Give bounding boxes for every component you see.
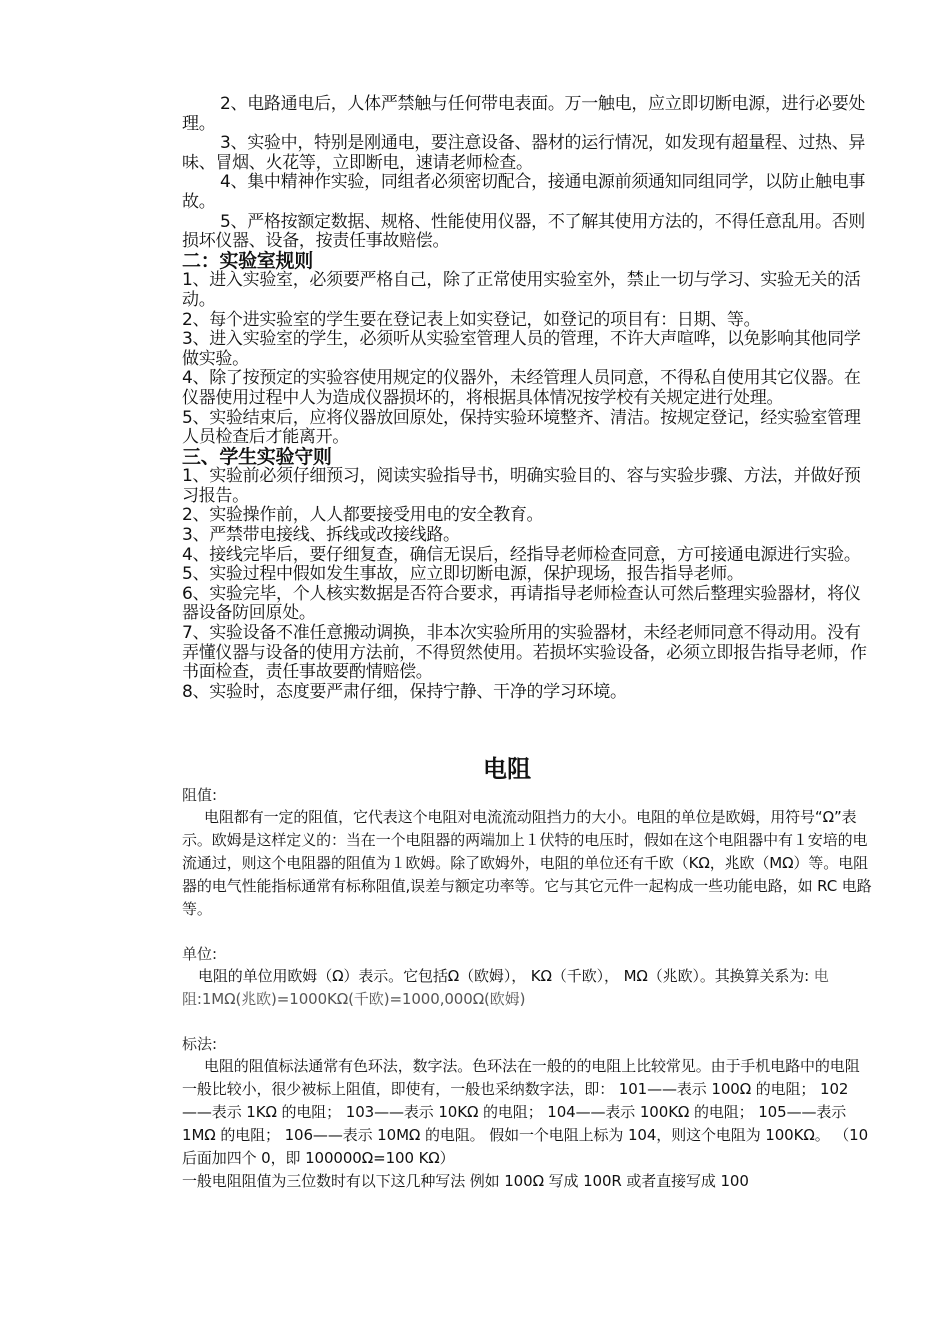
resistor-title: 电阻 [483, 755, 531, 784]
student-conduct-heading: 三、学生实验守则 [182, 445, 332, 468]
lab-rule-2: 2、每个进实验室的学生要在登记表上如实登记，如登记的项目有：日期、等。 [182, 309, 761, 330]
conduct-rule-6: 6、实验完毕，个人核实数据是否符合要求，再请指导老师检查认可然后整理实验器材，将仪器设备防回原处。 [182, 583, 861, 624]
lab-rule-4: 4、除了按预定的实验容使用规定的仪器外，未经管理人员同意，不得私自使用其它仪器。在仪器使用过程中人为造成仪器损坏的，将根据具体情况按学校有关规定进行处理。 [182, 368, 861, 408]
conduct-rule-3: 3、严禁带电接线、拆线或改接线路。 [182, 525, 460, 546]
conduct-rule-4: 4、接线完毕后，要仔细复查，确信无误后，经指导老师检查同意，方可接通电源进行实验。 [182, 544, 861, 565]
safety-item-5: 5、严格按额定数据、规格、性能使用仪器，不了解其使用方法的，不得任意乱用。否则损坏仪器、设备，按责任事故赔偿。 [182, 211, 866, 252]
mark-extra: 一般电阻阻值为三位数时有以下这几种写法 例如 100Ω 写成 100R 或者直接写成 100 [182, 1172, 749, 1191]
document-page [182, 95, 872, 1193]
mark-label: 标法: [182, 1035, 218, 1054]
conduct-rule-8: 8、实验时，态度要严肃仔细，保持宁静、干净的学习环境。 [182, 681, 627, 702]
resistor-section [182, 784, 872, 1193]
unit-formula: 电阻:1MΩ(兆欧)=1000KΩ(千欧)=1000,000Ω(欧姆) [182, 967, 829, 1009]
safety-item-4: 4、集中精神作实验，同组者必须密切配合，接通电源前须通知同组同学，以防止触电事故。 [182, 172, 866, 212]
conduct-rule-5: 5、实验过程中假如发生事故，应立即切断电源，保护现场，报告指导老师。 [182, 564, 744, 585]
unit-text: 电阻的单位用欧姆（Ω）表示。它包括Ω（欧姆）， KΩ（千欧）， MΩ（兆欧）。其换算关系为: [198, 967, 814, 986]
value-label: 阻值: [182, 786, 218, 805]
value-paragraph: 电阻都有一定的阻值，它代表这个电阻对电流流动阻挡力的大小。电阻的单位是欧姆，用符号“Ω”表示。欧姆是这样定义的：当在一个电阻器的两端加上１伏特的电压时，假如在这个电阻器中有１安培的电流通过，则这个电阻器的阻值为１欧姆。除了欧姆外，电阻的单位还有千欧（KΩ，兆欧（MΩ）等。电阻器的电气性能指标通常有标称阻值,误差与额定功率等。它与其它元件一起构成一些功能电路，如 RC 电路等。 [182, 808, 872, 919]
conduct-rule-1: 1、实验前必须仔细预习，阅读实验指导书，明确实验目的、容与实验步骤、方法，并做好预习报告。 [182, 466, 861, 506]
conduct-rule-2: 2、实验操作前，人人都要接受用电的安全教育。 [182, 505, 544, 526]
unit-paragraph [182, 965, 872, 1011]
mark-paragraph: 电阻的阻值标法通常有色环法，数字法。色环法在一般的的电阻上比较常见。由于手机电路中的电阻一般比较小，很少被标上阻值，即使有，一般也采纳数字法，即： 101——表示 100Ω 的电阻； 102——表示 1KΩ 的电阻； 103——表示 10KΩ 的电阻； 104——表示 100KΩ 的电阻； 105——表示 1MΩ 的电阻； 106——表示 10MΩ 的电阻。 假如一个电阻上标为 104，则这个电阻为 100KΩ。 （10 后面加四个 0，即 100000Ω=100 KΩ） [182, 1057, 869, 1168]
spacer [182, 921, 872, 943]
lab-rule-5: 5、实验结束后，应将仪器放回原处，保持实验环境整齐、清洁。按规定登记，经实验室管理人员检查后才能离开。 [182, 407, 861, 448]
lab-rule-1: 1、进入实验室，必须要严格自己，除了正常使用实验室外，禁止一切与学习、实验无关的活动。 [182, 270, 861, 310]
conduct-rule-7: 7、实验设备不准任意搬动调换，非本次实验所用的实验器材，未经老师同意不得动用。没有弄懂仪器与设备的使用方法前，不得贸然使用。若损坏实验设备，必须立即报告指导老师，作书面检查，责任事故要酌情赔偿。 [182, 623, 867, 683]
unit-label: 单位: [182, 945, 218, 964]
safety-section [182, 95, 872, 702]
lab-rules-heading: 二：实验室规则 [182, 249, 313, 272]
safety-item-2: 2、电路通电后，人体严禁触与任何带电表面。万一触电，应立即切断电源，进行必要处理。 [182, 94, 866, 134]
safety-item-3: 3、实验中，特别是刚通电，要注意设备、器材的运行情况，如发现有超量程、过热、异味、冒烟、火花等，立即断电，速请老师检查。 [182, 133, 866, 173]
lab-rule-3: 3、进入实验室的学生，必须听从实验室管理人员的管理，不许大声喧哗，以免影响其他同学做实验。 [182, 329, 861, 369]
spacer [182, 1011, 872, 1033]
